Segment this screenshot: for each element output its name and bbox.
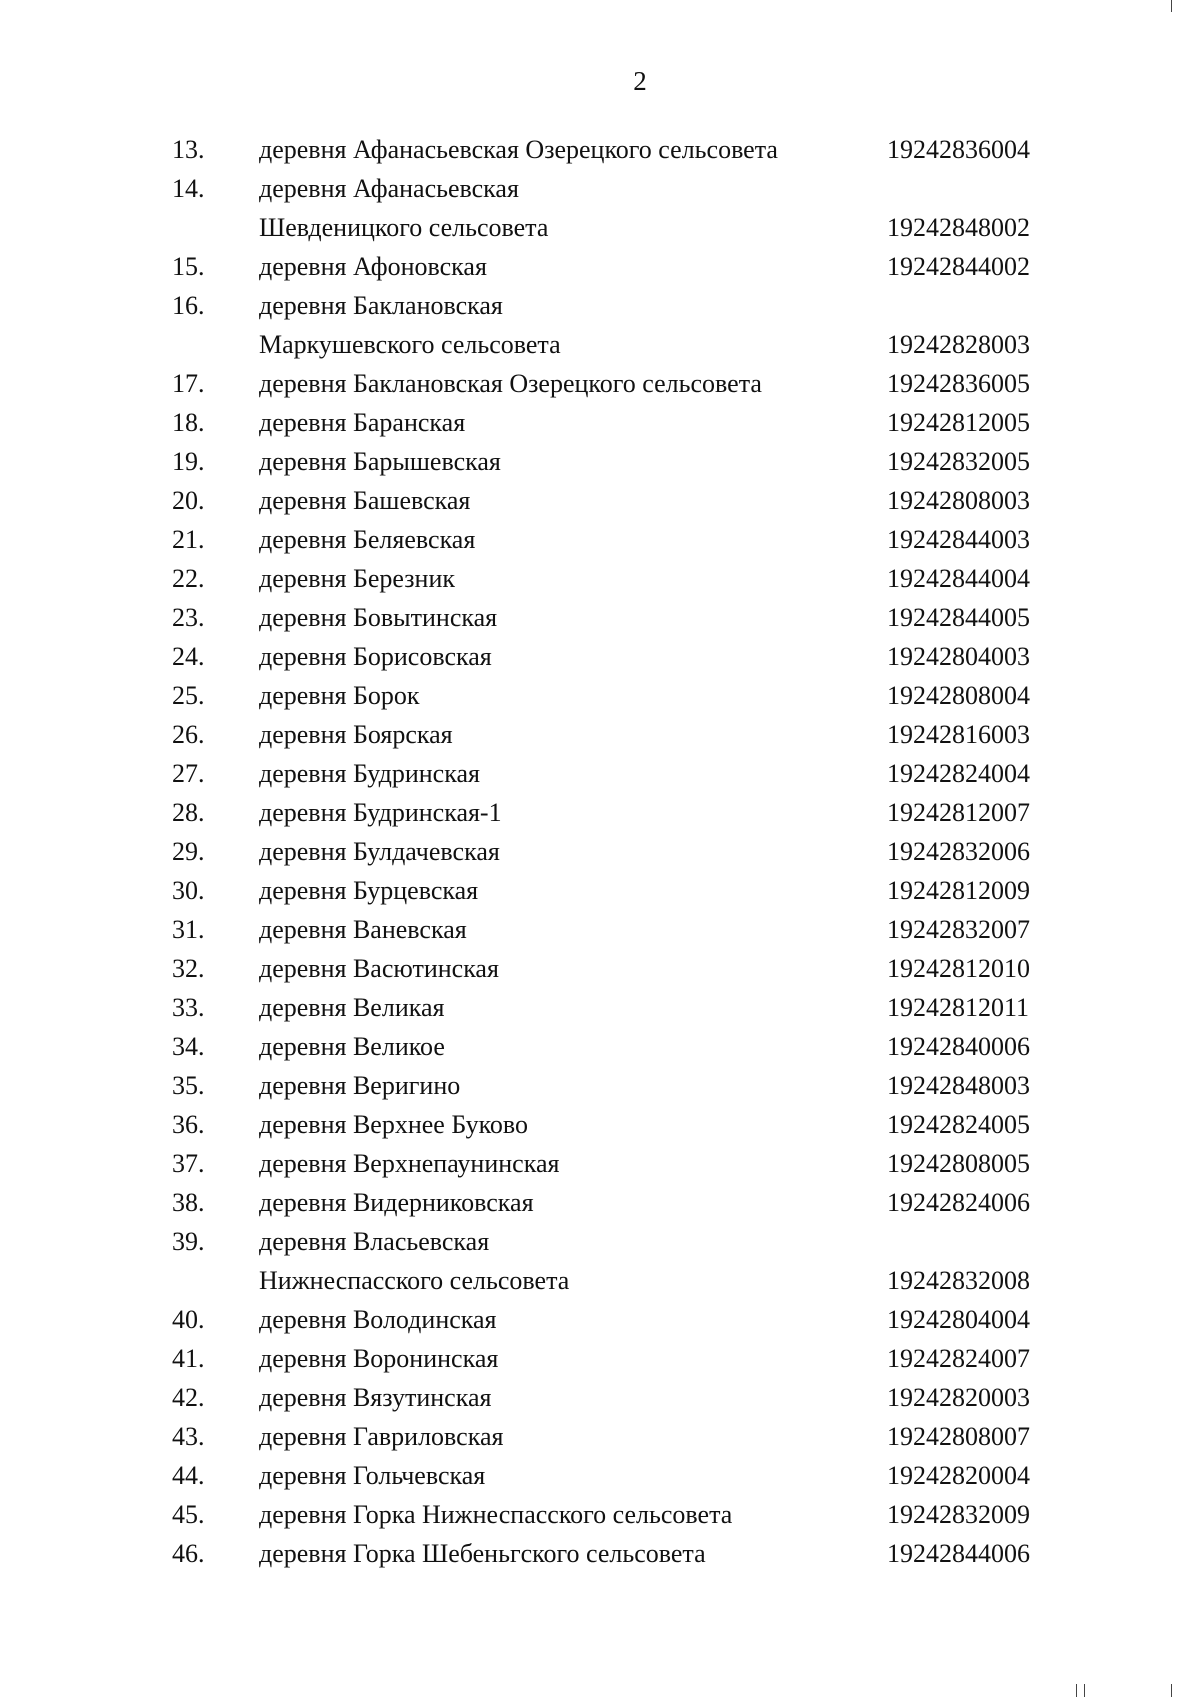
settlement-name: деревня Борок (259, 681, 420, 710)
oktmo-code: 19242808003 (887, 486, 1030, 515)
item-number: 39. (172, 1227, 205, 1256)
item-number: 35. (172, 1071, 205, 1100)
oktmo-code: 19242812010 (887, 954, 1030, 983)
settlement-name: деревня Афанасьевская Шевденицкого сельсовета (259, 174, 549, 242)
oktmo-code: 19242836005 (887, 369, 1030, 398)
list-item (0, 988, 1200, 1027)
item-number: 21. (172, 525, 205, 554)
item-number: 27. (172, 759, 205, 788)
item-number: 44. (172, 1461, 205, 1490)
oktmo-code: 19242844006 (887, 1539, 1030, 1568)
settlement-name: деревня Башевская (259, 486, 471, 515)
oktmo-code: 19242840006 (887, 1032, 1030, 1061)
list-item (0, 715, 1200, 754)
settlement-name: деревня Барышевская (259, 447, 501, 476)
list-item (0, 1105, 1200, 1144)
settlement-name: деревня Вязутинская (259, 1383, 492, 1412)
item-number: 34. (172, 1032, 205, 1061)
oktmo-code: 19242808004 (887, 681, 1030, 710)
settlement-list (0, 130, 1200, 1573)
list-item (0, 1534, 1200, 1573)
oktmo-code: 19242808007 (887, 1422, 1030, 1451)
oktmo-code: 19242848003 (887, 1071, 1030, 1100)
list-item (0, 130, 1200, 169)
item-number: 36. (172, 1110, 205, 1139)
item-number: 16. (172, 291, 205, 320)
settlement-name: деревня Березник (259, 564, 456, 593)
item-number: 30. (172, 876, 205, 905)
item-number: 42. (172, 1383, 205, 1412)
oktmo-code: 19242824006 (887, 1188, 1030, 1217)
list-item (0, 1027, 1200, 1066)
settlement-name: деревня Великая (259, 993, 445, 1022)
settlement-name: деревня Баклановская Маркушевского сельсовета (259, 291, 561, 359)
item-number: 17. (172, 369, 205, 398)
oktmo-code: 19242844005 (887, 603, 1030, 632)
settlement-name: деревня Будринская-1 (259, 798, 502, 827)
settlement-name: деревня Бурцевская (259, 876, 479, 905)
list-item (0, 1066, 1200, 1105)
oktmo-code: 19242820004 (887, 1461, 1030, 1490)
list-item (0, 949, 1200, 988)
oktmo-code: 19242836004 (887, 135, 1030, 164)
list-item (0, 754, 1200, 793)
list-item (0, 1417, 1200, 1456)
settlement-name: деревня Беляевская (259, 525, 476, 554)
settlement-name: деревня Будринская (259, 759, 480, 788)
settlement-name: деревня Воронинская (259, 1344, 499, 1373)
list-item (0, 1222, 1200, 1300)
oktmo-code: 19242844004 (887, 564, 1030, 593)
item-number: 33. (172, 993, 205, 1022)
list-item (0, 637, 1200, 676)
item-number: 29. (172, 837, 205, 866)
item-number: 18. (172, 408, 205, 437)
list-item (0, 598, 1200, 637)
list-item (0, 364, 1200, 403)
list-item (0, 247, 1200, 286)
settlement-name: деревня Власьевская Нижнеспасского сельсовета (259, 1227, 570, 1295)
oktmo-code: 19242816003 (887, 720, 1030, 749)
item-number: 26. (172, 720, 205, 749)
settlement-name: деревня Васютинская (259, 954, 499, 983)
item-number: 31. (172, 915, 205, 944)
list-item (0, 520, 1200, 559)
item-number: 32. (172, 954, 205, 983)
settlement-name: деревня Гольчевская (259, 1461, 486, 1490)
oktmo-code: 19242812005 (887, 408, 1030, 437)
settlement-name: деревня Борисовская (259, 642, 492, 671)
list-item (0, 832, 1200, 871)
list-item (0, 442, 1200, 481)
item-number: 13. (172, 135, 205, 164)
item-number: 24. (172, 642, 205, 671)
list-item (0, 676, 1200, 715)
settlement-name: деревня Ваневская (259, 915, 467, 944)
scan-mark (1171, 0, 1172, 12)
item-number: 46. (172, 1539, 205, 1568)
oktmo-code: 19242832006 (887, 837, 1030, 866)
oktmo-code: 19242832009 (887, 1500, 1030, 1529)
item-number: 14. (172, 174, 205, 203)
scan-mark (1171, 1684, 1172, 1697)
settlement-name: деревня Боярская (259, 720, 453, 749)
item-number: 28. (172, 798, 205, 827)
item-number: 40. (172, 1305, 205, 1334)
scan-mark (1076, 1684, 1077, 1697)
settlement-name: деревня Веригино (259, 1071, 461, 1100)
oktmo-code: 19242848002 (887, 213, 1030, 242)
scan-mark (1084, 1684, 1085, 1697)
settlement-name: деревня Володинская (259, 1305, 497, 1334)
settlement-name: деревня Афоновская (259, 252, 487, 281)
list-item (0, 910, 1200, 949)
list-item (0, 1495, 1200, 1534)
item-number: 19. (172, 447, 205, 476)
list-item (0, 559, 1200, 598)
oktmo-code: 19242812011 (887, 993, 1030, 1022)
list-item (0, 793, 1200, 832)
oktmo-code: 19242808005 (887, 1149, 1030, 1178)
oktmo-code: 19242812007 (887, 798, 1030, 827)
settlement-name: деревня Верхнепаунинская (259, 1149, 560, 1178)
item-number: 38. (172, 1188, 205, 1217)
settlement-name: деревня Бовытинская (259, 603, 498, 632)
item-number: 37. (172, 1149, 205, 1178)
list-item (0, 1378, 1200, 1417)
oktmo-code: 19242844003 (887, 525, 1030, 554)
settlement-name: деревня Афанасьевская Озерецкого сельсовета (259, 135, 778, 164)
settlement-name: деревня Булдачевская (259, 837, 500, 866)
item-number: 25. (172, 681, 205, 710)
list-item (0, 1339, 1200, 1378)
oktmo-code: 19242820003 (887, 1383, 1030, 1412)
settlement-name: деревня Великое (259, 1032, 445, 1061)
settlement-name: деревня Горка Шебеньгского сельсовета (259, 1539, 706, 1568)
oktmo-code: 19242824007 (887, 1344, 1030, 1373)
list-item (0, 1456, 1200, 1495)
list-item (0, 1300, 1200, 1339)
list-item (0, 169, 1200, 247)
list-item (0, 481, 1200, 520)
oktmo-code: 19242812009 (887, 876, 1030, 905)
settlement-name: деревня Гавриловская (259, 1422, 504, 1451)
item-number: 20. (172, 486, 205, 515)
oktmo-code: 19242832007 (887, 915, 1030, 944)
settlement-name: деревня Горка Нижнеспасского сельсовета (259, 1500, 733, 1529)
settlement-name: деревня Видерниковская (259, 1188, 534, 1217)
list-item (0, 1183, 1200, 1222)
settlement-name: деревня Баранская (259, 408, 466, 437)
settlement-name: деревня Верхнее Буково (259, 1110, 529, 1139)
oktmo-code: 19242824004 (887, 759, 1030, 788)
oktmo-code: 19242804003 (887, 642, 1030, 671)
item-number: 45. (172, 1500, 205, 1529)
oktmo-code: 19242832008 (887, 1266, 1030, 1295)
oktmo-code: 19242844002 (887, 252, 1030, 281)
item-number: 23. (172, 603, 205, 632)
oktmo-code: 19242828003 (887, 330, 1030, 359)
list-item (0, 871, 1200, 910)
item-number: 22. (172, 564, 205, 593)
list-item (0, 286, 1200, 364)
item-number: 43. (172, 1422, 205, 1451)
list-item (0, 1144, 1200, 1183)
oktmo-code: 19242824005 (887, 1110, 1030, 1139)
item-number: 41. (172, 1344, 205, 1373)
settlement-name: деревня Баклановская Озерецкого сельсовета (259, 369, 762, 398)
page-number: 2 (633, 66, 647, 96)
list-item (0, 403, 1200, 442)
oktmo-code: 19242832005 (887, 447, 1030, 476)
item-number: 15. (172, 252, 205, 281)
oktmo-code: 19242804004 (887, 1305, 1030, 1334)
